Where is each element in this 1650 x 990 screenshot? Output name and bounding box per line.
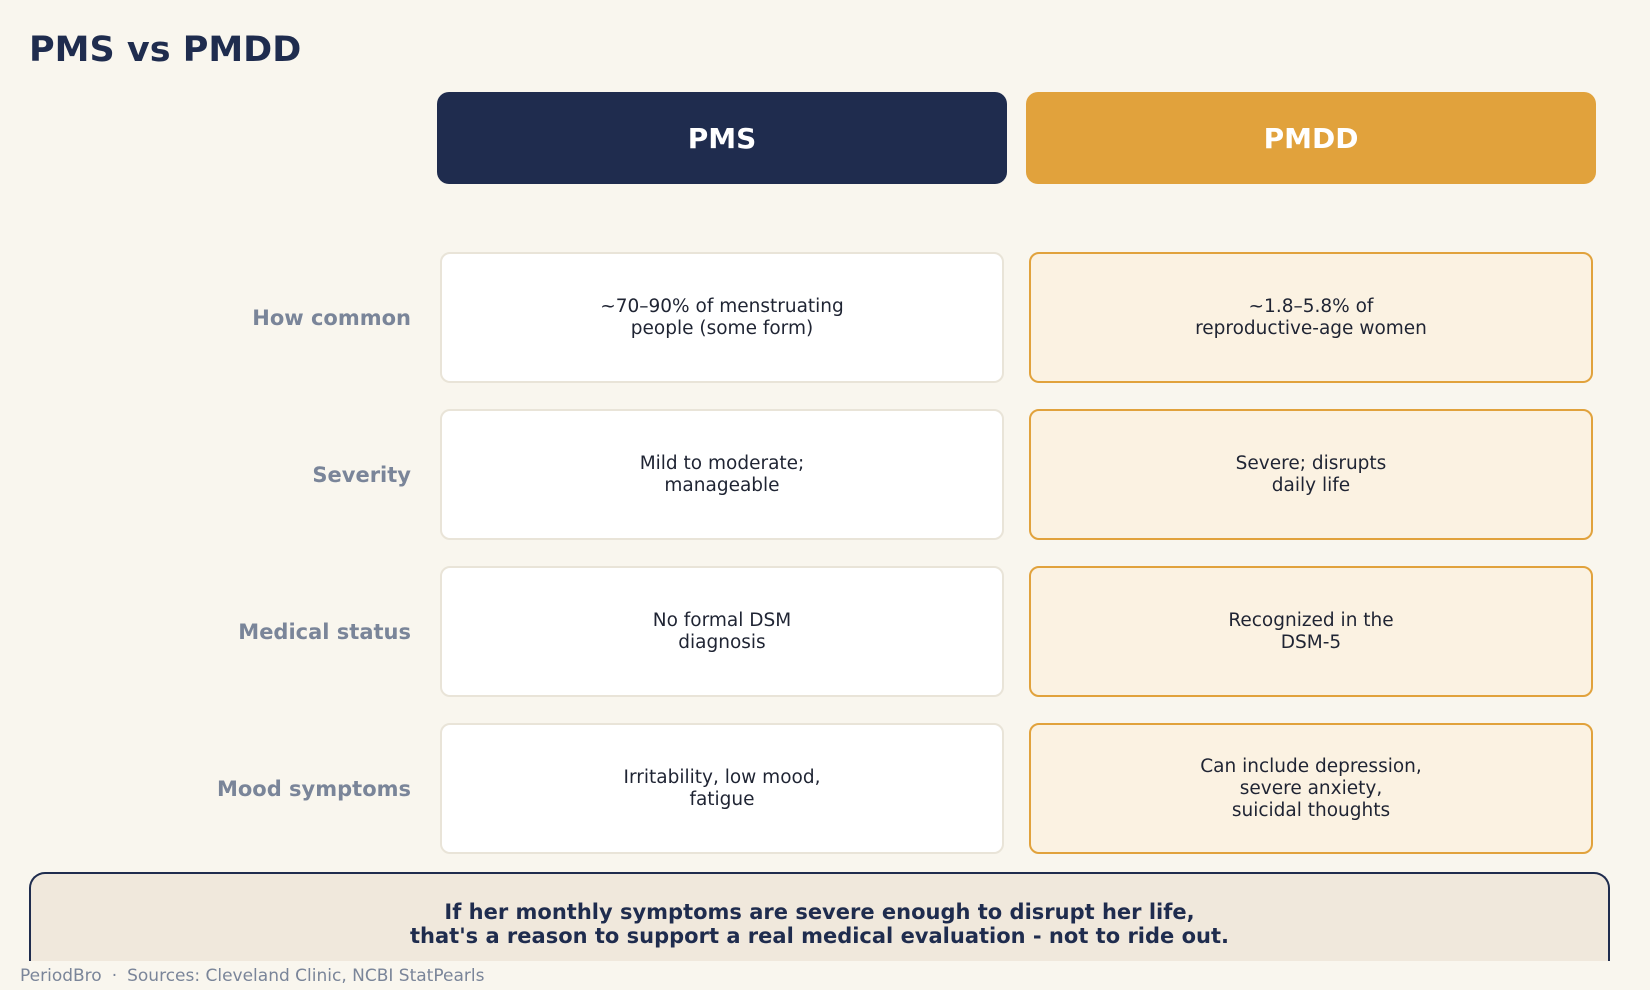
- pms-cell-severity: Mild to moderate; manageable: [440, 409, 1004, 540]
- footer-sources: Sources: Cleveland Clinic, NCBI StatPearls: [127, 965, 485, 986]
- row-label-how-common: How common: [252, 305, 411, 330]
- row-label-severity: Severity: [312, 462, 411, 487]
- pmdd-cell-mood-symptoms: Can include depression, severe anxiety, suicidal thoughts: [1029, 723, 1593, 854]
- footer-brand: PeriodBro: [20, 965, 102, 986]
- callout-box: If her monthly symptoms are severe enough to disrupt her life, that's a reason to support a real medical evaluation - not to ride out.: [29, 872, 1610, 990]
- column-header-pms: PMS: [437, 92, 1007, 184]
- row-label-medical-status: Medical status: [238, 619, 411, 644]
- row-label-mood-symptoms: Mood symptoms: [216, 776, 411, 801]
- footer-separator: ·: [111, 965, 118, 986]
- pmdd-cell-medical-status: Recognized in the DSM-5: [1029, 566, 1593, 697]
- pms-cell-medical-status: No formal DSM diagnosis: [440, 566, 1004, 697]
- footer: [0, 961, 1650, 990]
- pmdd-cell-severity: Severe; disrupts daily life: [1029, 409, 1593, 540]
- column-header-pmdd: PMDD: [1026, 92, 1596, 184]
- pms-cell-how-common: ~70–90% of menstruating people (some form): [440, 252, 1004, 383]
- page-title: PMS vs PMDD: [29, 30, 302, 70]
- pms-cell-mood-symptoms: Irritability, low mood, fatigue: [440, 723, 1004, 854]
- pmdd-cell-how-common: ~1.8–5.8% of reproductive-age women: [1029, 252, 1593, 383]
